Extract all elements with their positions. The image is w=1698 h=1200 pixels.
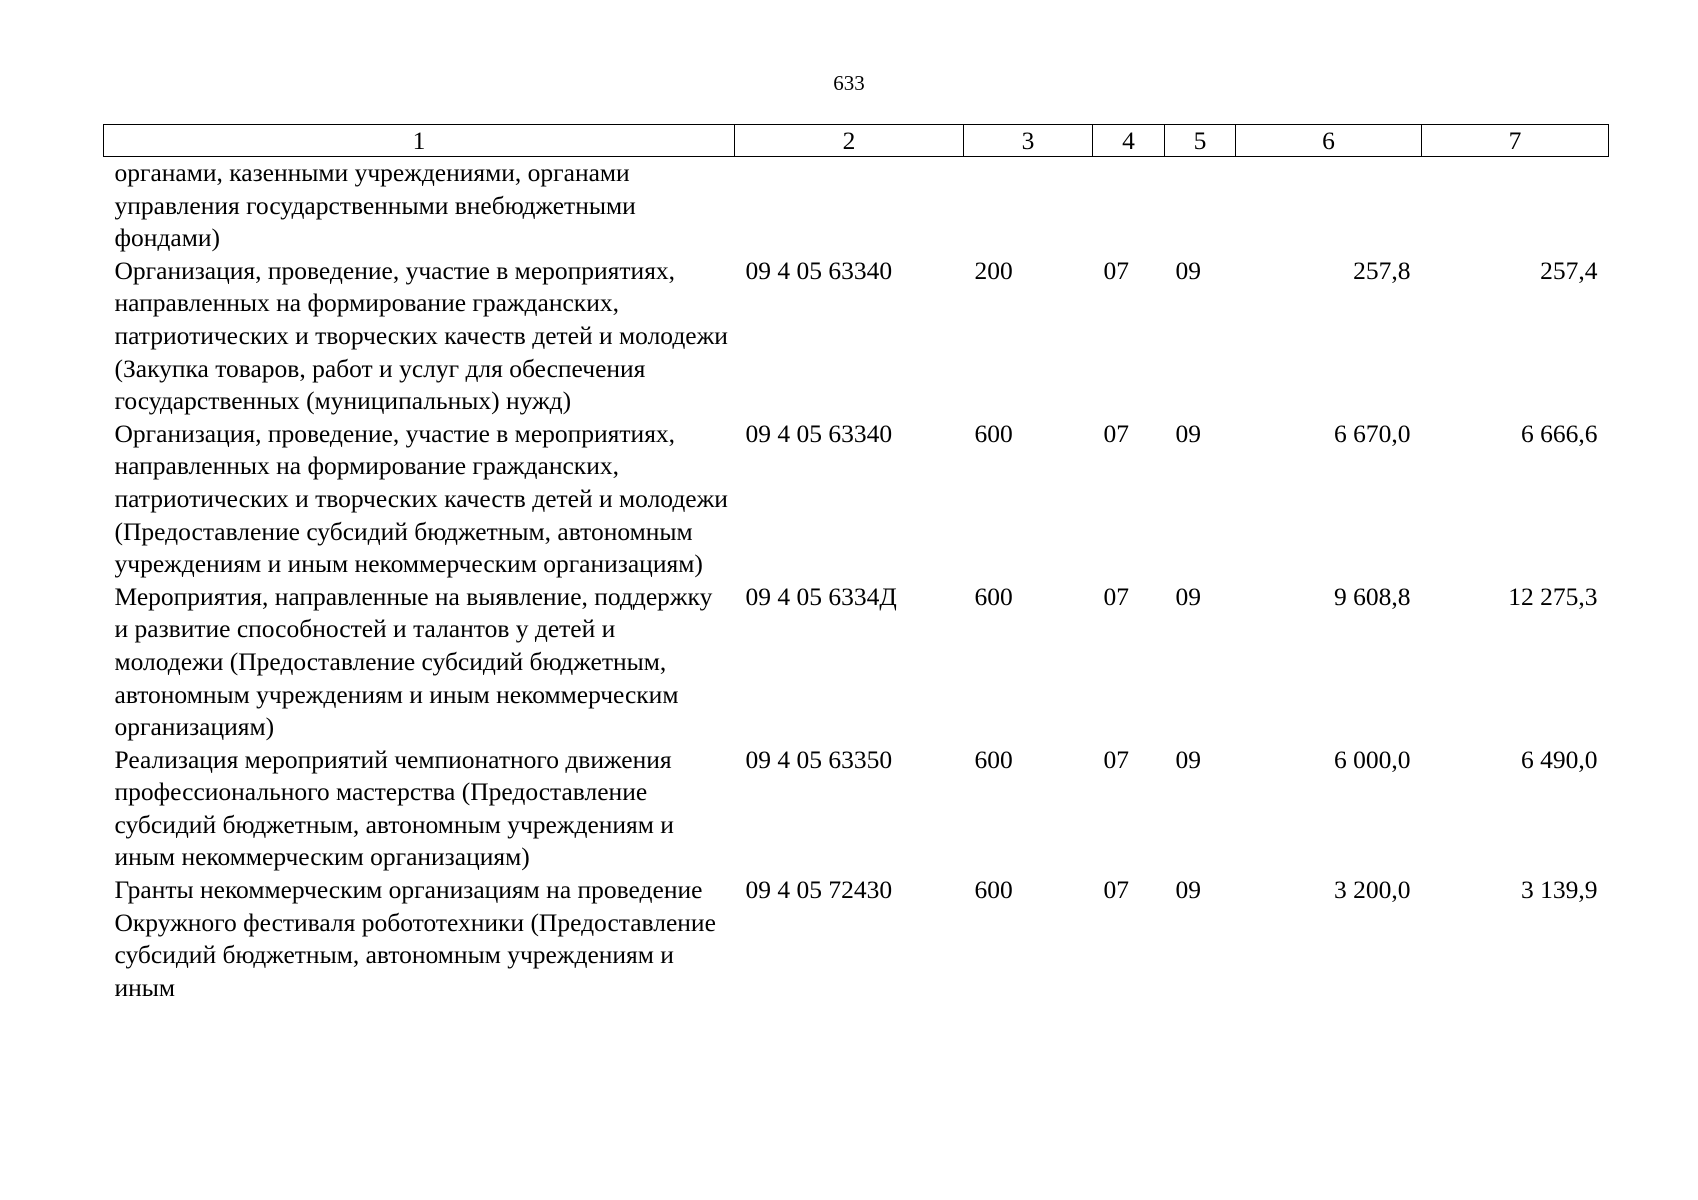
header-row <box>104 125 1609 157</box>
row-section: 07 <box>1103 875 1129 905</box>
row-subsection: 09 <box>1175 255 1201 285</box>
table-row <box>104 744 1609 874</box>
table-row <box>104 157 1609 255</box>
row-sum-1: 6 670,0 <box>1334 418 1411 448</box>
row-name: органами, казенными учреждениями, органами управления государственными внебюджетными фондами) <box>114 158 636 253</box>
table-row <box>104 874 1609 1004</box>
table-body <box>104 157 1609 1005</box>
row-section: 07 <box>1103 418 1129 448</box>
column-header-2: 2 <box>735 125 964 157</box>
row-name: Организация, проведение, участие в мероприятиях, направленных на формирование гражданских, патриотических и творческих качеств детей и молодежи (Предоставление субсидий бюджетным, автономным учреждениям и иным некоммерческим организациям) <box>114 418 728 579</box>
table-row <box>104 581 1609 744</box>
row-section <box>1093 157 1165 255</box>
budget-table <box>103 124 1609 1004</box>
row-section: 07 <box>1103 744 1129 774</box>
row-sum-2: 3 139,9 <box>1521 875 1598 905</box>
row-target-article: 09 4 05 72430 <box>745 875 893 905</box>
row-name: Организация, проведение, участие в мероприятиях, направленных на формирование гражданских, патриотических и творческих качеств детей и молодежи (Закупка товаров, работ и услуг для обеспечения государственных (муниципальных) нужд) <box>114 255 728 416</box>
column-header-7: 7 <box>1422 125 1609 157</box>
row-target-article <box>735 157 964 255</box>
row-expense-type: 600 <box>974 418 1013 448</box>
page-number: 633 <box>833 71 865 95</box>
table-row <box>104 418 1609 581</box>
column-header-1: 1 <box>104 125 735 157</box>
row-subsection: 09 <box>1175 581 1201 611</box>
row-target-article: 09 4 05 63340 <box>745 418 893 448</box>
column-header-5: 5 <box>1165 125 1236 157</box>
row-sum-1: 257,8 <box>1353 255 1411 285</box>
row-sum-2 <box>1422 157 1609 255</box>
row-section: 07 <box>1103 255 1129 285</box>
row-name: Мероприятия, направленные на выявление, поддержку и развитие способностей и талантов у детей и молодежи (Предоставление субсидий бюджетным, автономным учреждениям и иным некоммерческим организациям) <box>114 581 713 742</box>
row-sum-2: 6 666,6 <box>1521 418 1598 448</box>
row-name: Реализация мероприятий чемпионатного движения профессионального мастерства (Предоставление субсидий бюджетным, автономным учреждениям и иным некоммерческим организациям) <box>114 744 674 872</box>
row-expense-type: 600 <box>974 875 1013 905</box>
column-header-4: 4 <box>1093 125 1165 157</box>
row-sum-2: 257,4 <box>1540 255 1598 285</box>
row-sum-2: 12 275,3 <box>1508 581 1598 611</box>
row-subsection: 09 <box>1175 744 1201 774</box>
row-expense-type: 600 <box>974 581 1013 611</box>
row-target-article: 09 4 05 63340 <box>745 255 893 285</box>
row-expense-type: 600 <box>974 744 1013 774</box>
table-row <box>104 255 1609 418</box>
row-subsection: 09 <box>1175 875 1201 905</box>
row-sum-1: 6 000,0 <box>1334 744 1411 774</box>
row-sum-1: 9 608,8 <box>1334 581 1411 611</box>
column-header-6: 6 <box>1236 125 1422 157</box>
row-subsection: 09 <box>1175 418 1201 448</box>
row-name: Гранты некоммерческим организациям на проведение Окружного фестиваля робототехники (Предоставление субсидий бюджетным, автономным учреждениям и иным <box>114 875 716 1002</box>
row-sum-2: 6 490,0 <box>1521 744 1598 774</box>
row-subsection <box>1165 157 1236 255</box>
row-expense-type <box>964 157 1093 255</box>
row-target-article: 09 4 05 6334Д <box>745 581 897 611</box>
row-sum-1 <box>1236 157 1422 255</box>
row-section: 07 <box>1103 581 1129 611</box>
row-sum-1: 3 200,0 <box>1334 875 1411 905</box>
table-header <box>104 125 1609 157</box>
column-header-3: 3 <box>964 125 1093 157</box>
row-target-article: 09 4 05 63350 <box>745 744 893 774</box>
row-expense-type: 200 <box>974 255 1013 285</box>
